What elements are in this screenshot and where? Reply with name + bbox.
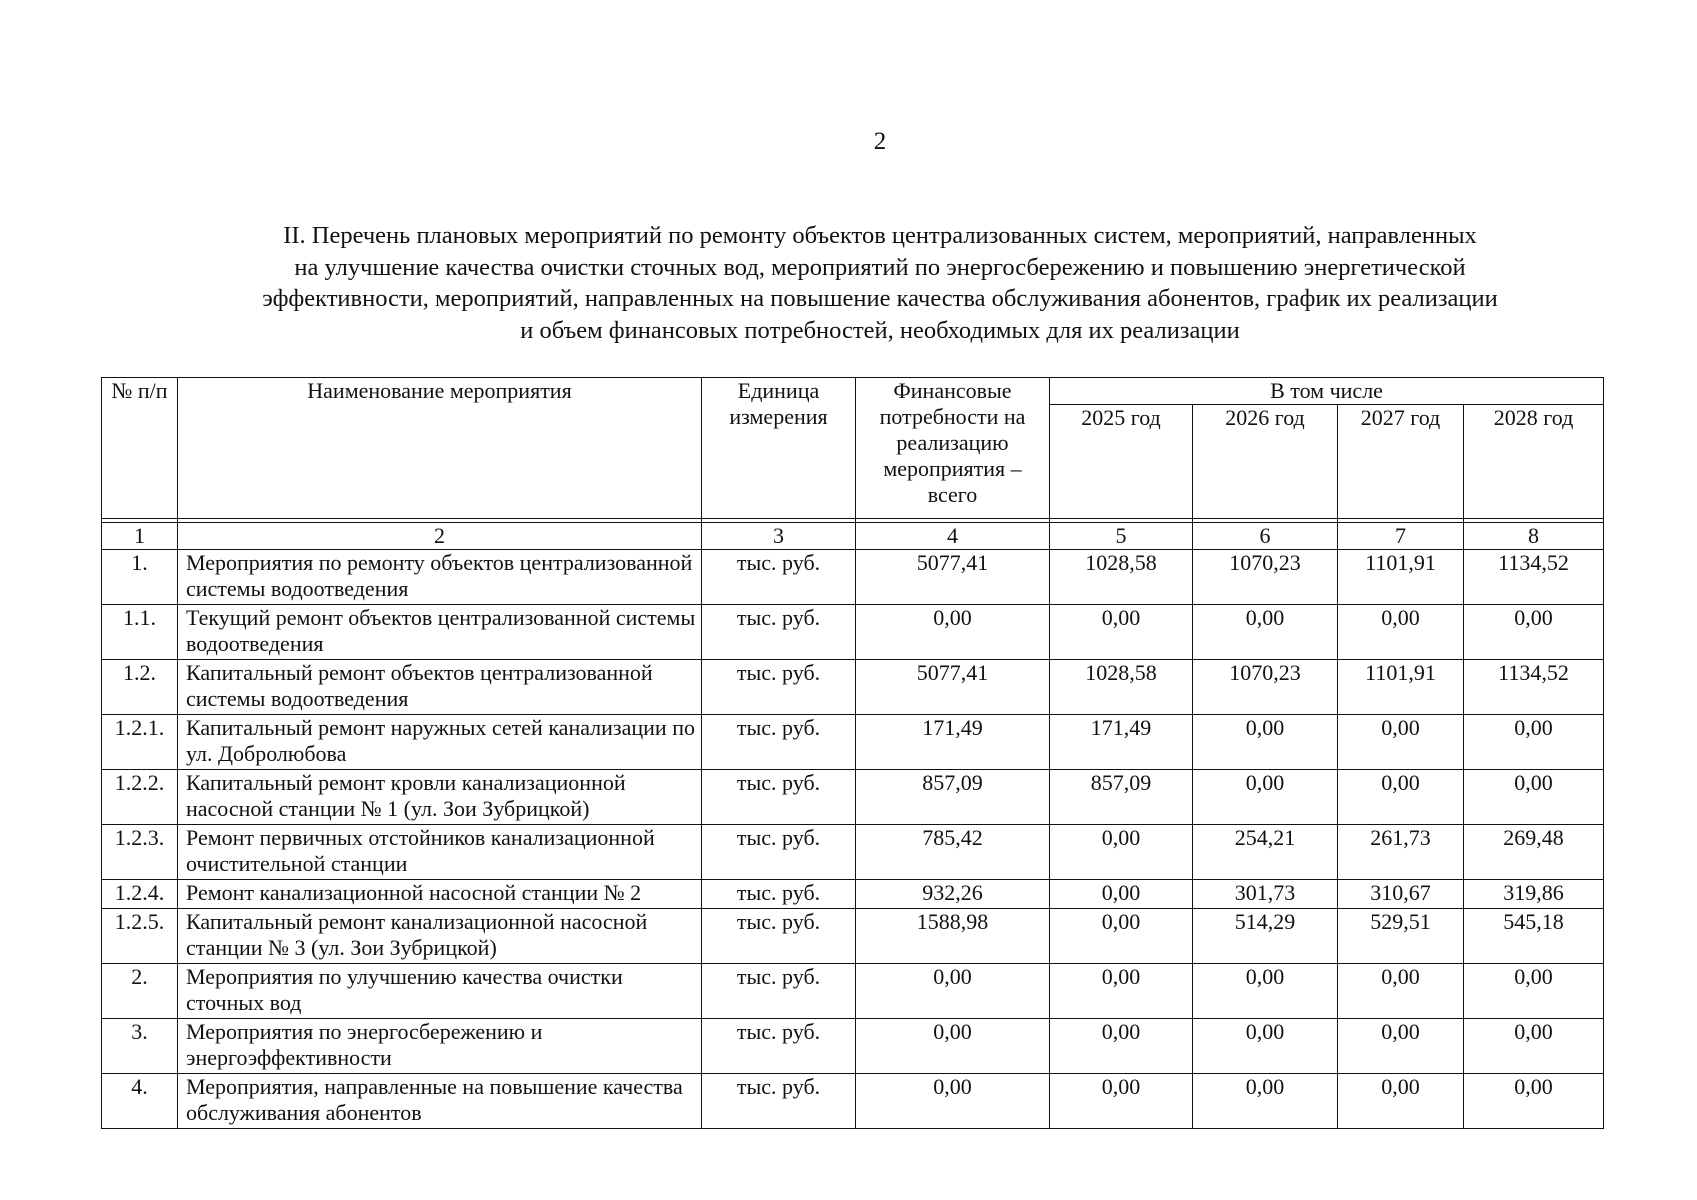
measure-name: Текущий ремонт объектов централизованной системы водоотведения: [178, 605, 702, 660]
header-year-2026: 2026 год: [1193, 405, 1338, 519]
unit-cell: тыс. руб.: [702, 550, 856, 605]
col-number: 7: [1338, 523, 1464, 550]
year-2026-cell: 254,21: [1193, 825, 1338, 880]
year-2025-cell: 0,00: [1050, 1074, 1193, 1129]
year-2027-cell: 0,00: [1338, 1019, 1464, 1074]
row-number: 1.2.1.: [102, 715, 178, 770]
year-2026-cell: 0,00: [1193, 1019, 1338, 1074]
year-2027-cell: 0,00: [1338, 964, 1464, 1019]
year-2025-cell: 1028,58: [1050, 660, 1193, 715]
year-2026-cell: 0,00: [1193, 1074, 1338, 1129]
unit-cell: тыс. руб.: [702, 770, 856, 825]
header-total: Финансовые потребности на реализацию мероприятия – всего: [856, 378, 1050, 519]
table-row: [102, 909, 1604, 964]
total-cell: 0,00: [856, 1019, 1050, 1074]
measure-name: Мероприятия по энергосбережению и энергоэффективности: [178, 1019, 702, 1074]
col-number: 1: [102, 523, 178, 550]
year-2025-cell: 0,00: [1050, 880, 1193, 909]
measure-name: Капитальный ремонт наружных сетей канализации по ул. Добролюбова: [178, 715, 702, 770]
unit-cell: тыс. руб.: [702, 825, 856, 880]
total-cell: 857,09: [856, 770, 1050, 825]
year-2026-cell: 0,00: [1193, 715, 1338, 770]
row-number: 1.: [102, 550, 178, 605]
title-line: эффективности, мероприятий, направленных на повышение качества обслуживания абонентов, график их реализации: [262, 285, 1498, 312]
measures-table: [101, 377, 1604, 1129]
measure-name: Ремонт первичных отстойников канализационной очистительной станции: [178, 825, 702, 880]
unit-cell: тыс. руб.: [702, 715, 856, 770]
title-line: на улучшение качества очистки сточных вод, мероприятий по энергосбережению и повышению энергетической: [294, 253, 1466, 281]
column-number-row: [102, 523, 1604, 550]
total-cell: 932,26: [856, 880, 1050, 909]
year-2027-cell: 529,51: [1338, 909, 1464, 964]
total-cell: 5077,41: [856, 660, 1050, 715]
header-including: В том числе: [1050, 378, 1604, 405]
year-2025-cell: 0,00: [1050, 825, 1193, 880]
table-row: [102, 550, 1604, 605]
header-year-2025: 2025 год: [1050, 405, 1193, 519]
unit-cell: тыс. руб.: [702, 1074, 856, 1129]
total-cell: 5077,41: [856, 550, 1050, 605]
year-2028-cell: 545,18: [1464, 909, 1604, 964]
year-2028-cell: 319,86: [1464, 880, 1604, 909]
table-row: [102, 825, 1604, 880]
table-row: [102, 964, 1604, 1019]
measure-name: Капитальный ремонт канализационной насосной станции № 3 (ул. Зои Зубрицкой): [178, 909, 702, 964]
year-2026-cell: 0,00: [1193, 605, 1338, 660]
year-2025-cell: 0,00: [1050, 1019, 1193, 1074]
total-cell: 171,49: [856, 715, 1050, 770]
measure-name: Мероприятия по ремонту объектов централизованной системы водоотведения: [178, 550, 702, 605]
year-2025-cell: 857,09: [1050, 770, 1193, 825]
unit-cell: тыс. руб.: [702, 660, 856, 715]
year-2028-cell: 1134,52: [1464, 550, 1604, 605]
year-2026-cell: 0,00: [1193, 770, 1338, 825]
table-row: [102, 770, 1604, 825]
measure-name: Мероприятия, направленные на повышение качества обслуживания абонентов: [178, 1074, 702, 1129]
year-2025-cell: 0,00: [1050, 964, 1193, 1019]
measure-name: Капитальный ремонт объектов централизованной системы водоотведения: [178, 660, 702, 715]
header-num: № п/п: [102, 378, 178, 519]
year-2028-cell: 0,00: [1464, 605, 1604, 660]
year-2025-cell: 0,00: [1050, 909, 1193, 964]
year-2026-cell: 1070,23: [1193, 550, 1338, 605]
row-number: 1.2.2.: [102, 770, 178, 825]
year-2026-cell: 1070,23: [1193, 660, 1338, 715]
year-2028-cell: 269,48: [1464, 825, 1604, 880]
year-2027-cell: 261,73: [1338, 825, 1464, 880]
year-2025-cell: 1028,58: [1050, 550, 1193, 605]
row-number: 2.: [102, 964, 178, 1019]
row-number: 3.: [102, 1019, 178, 1074]
total-cell: 0,00: [856, 1074, 1050, 1129]
year-2025-cell: 0,00: [1050, 605, 1193, 660]
header-row: [102, 378, 1604, 405]
row-number: 1.2.4.: [102, 880, 178, 909]
header-year-2028: 2028 год: [1464, 405, 1604, 519]
year-2028-cell: 1134,52: [1464, 660, 1604, 715]
unit-cell: тыс. руб.: [702, 880, 856, 909]
year-2027-cell: 1101,91: [1338, 660, 1464, 715]
row-number: 1.1.: [102, 605, 178, 660]
title-line: и объем финансовых потребностей, необходимых для их реализации: [520, 316, 1240, 344]
unit-cell: тыс. руб.: [702, 964, 856, 1019]
header-name: Наименование мероприятия: [178, 378, 702, 519]
total-cell: 785,42: [856, 825, 1050, 880]
year-2025-cell: 171,49: [1050, 715, 1193, 770]
row-number: 1.2.3.: [102, 825, 178, 880]
document-title: [120, 220, 1640, 346]
table-row: [102, 605, 1604, 660]
unit-cell: тыс. руб.: [702, 1019, 856, 1074]
year-2026-cell: 514,29: [1193, 909, 1338, 964]
col-number: 4: [856, 523, 1050, 550]
row-number: 1.2.: [102, 660, 178, 715]
table-row: [102, 1074, 1604, 1129]
unit-cell: тыс. руб.: [702, 909, 856, 964]
unit-cell: тыс. руб.: [702, 605, 856, 660]
year-2026-cell: 0,00: [1193, 964, 1338, 1019]
table-row: [102, 880, 1604, 909]
row-number: 4.: [102, 1074, 178, 1129]
year-2027-cell: 310,67: [1338, 880, 1464, 909]
header-year-2027: 2027 год: [1338, 405, 1464, 519]
year-2027-cell: 0,00: [1338, 770, 1464, 825]
year-2028-cell: 0,00: [1464, 1019, 1604, 1074]
col-number: 6: [1193, 523, 1338, 550]
year-2028-cell: 0,00: [1464, 1074, 1604, 1129]
measure-name: Мероприятия по улучшению качества очистки сточных вод: [178, 964, 702, 1019]
header-unit: Единица измерения: [702, 378, 856, 519]
title-line: II. Перечень плановых мероприятий по ремонту объектов централизованных систем, мероприятий, направленных: [283, 222, 1477, 249]
year-2026-cell: 301,73: [1193, 880, 1338, 909]
row-number: 1.2.5.: [102, 909, 178, 964]
col-number: 8: [1464, 523, 1604, 550]
col-number: 3: [702, 523, 856, 550]
page-number: 2: [873, 128, 887, 155]
year-2027-cell: 1101,91: [1338, 550, 1464, 605]
year-2028-cell: 0,00: [1464, 964, 1604, 1019]
year-2027-cell: 0,00: [1338, 1074, 1464, 1129]
total-cell: 0,00: [856, 964, 1050, 1019]
col-number: 5: [1050, 523, 1193, 550]
measure-name: Ремонт канализационной насосной станции № 2: [178, 880, 702, 909]
col-number: 2: [178, 523, 702, 550]
table-row: [102, 715, 1604, 770]
table-row: [102, 660, 1604, 715]
year-2028-cell: 0,00: [1464, 770, 1604, 825]
total-cell: 1588,98: [856, 909, 1050, 964]
table-row: [102, 1019, 1604, 1074]
year-2028-cell: 0,00: [1464, 715, 1604, 770]
year-2027-cell: 0,00: [1338, 715, 1464, 770]
year-2027-cell: 0,00: [1338, 605, 1464, 660]
measure-name: Капитальный ремонт кровли канализационной насосной станции № 1 (ул. Зои Зубрицкой): [178, 770, 702, 825]
total-cell: 0,00: [856, 605, 1050, 660]
